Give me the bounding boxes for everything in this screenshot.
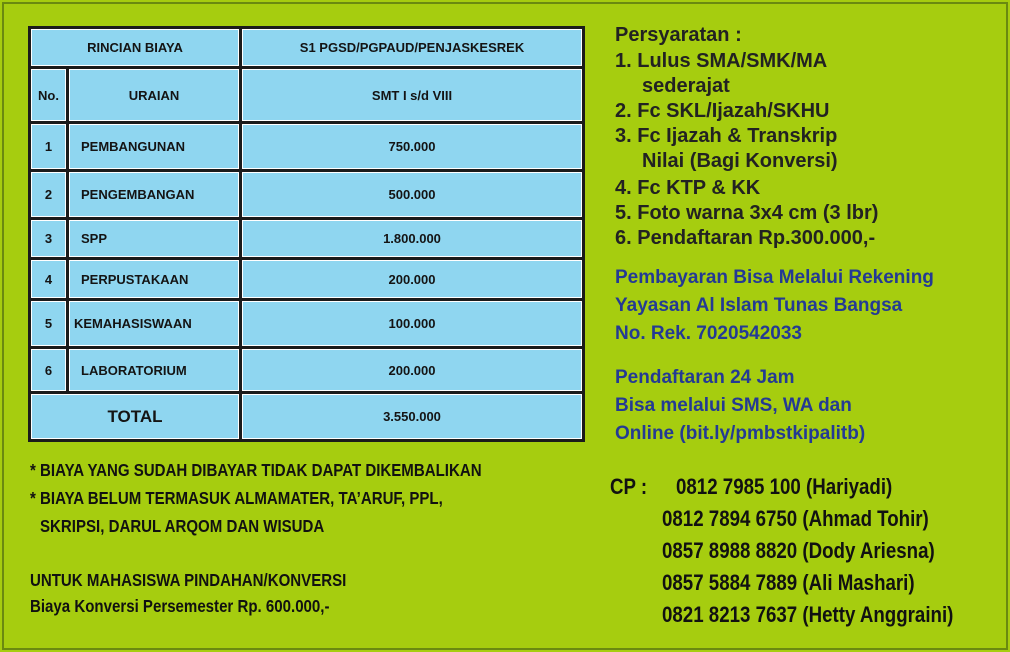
row-number: 6: [31, 349, 66, 391]
row-number: 2: [31, 172, 66, 217]
no-header-cell: No.: [31, 69, 66, 121]
contact-entry: 0857 8988 8820 (Dody Ariesna): [662, 538, 935, 563]
registration-online: Online (bit.ly/pmbstkipalitb): [615, 423, 866, 444]
row-amount: 500.000: [242, 172, 582, 217]
requirement-item: 5. Foto warna 3x4 cm (3 lbr): [615, 202, 879, 224]
requirement-item: 6. Pendaftaran Rp.300.000,-: [615, 227, 876, 249]
row-item: PERPUSTAKAAN: [69, 260, 239, 298]
row-item: LABORATORIUM: [69, 349, 239, 391]
requirement-item: 1. Lulus SMA/SMK/MA: [615, 50, 828, 72]
note-excluded-costs-cont: SKRIPSI, DARUL ARQOM DAN WISUDA: [40, 516, 325, 536]
payment-account: No. Rek. 7020542033: [615, 323, 802, 344]
fee-table: [28, 26, 585, 442]
row-amount: 200.000: [242, 260, 582, 298]
transfer-fee: Biaya Konversi Persemester Rp. 600.000,-: [30, 596, 330, 616]
contact-entry: 0812 7985 100 (Hariyadi): [676, 474, 893, 499]
contact-entry: 0857 5884 7889 (Ali Mashari): [662, 570, 915, 595]
requirement-item: sederajat: [642, 75, 730, 97]
uraian-header-cell: URAIAN: [69, 69, 239, 121]
row-amount: 200.000: [242, 349, 582, 391]
row-amount: 1.800.000: [242, 220, 582, 257]
requirements-title: Persyaratan :: [615, 24, 742, 46]
total-label: TOTAL: [31, 394, 239, 439]
row-number: 3: [31, 220, 66, 257]
transfer-title: UNTUK MAHASISWA PINDAHAN/KONVERSI: [30, 570, 347, 590]
row-item: PENGEMBANGAN: [69, 172, 239, 217]
table-title-cell: RINCIAN BIAYA: [31, 29, 239, 66]
requirement-item: 4. Fc KTP & KK: [615, 177, 761, 199]
row-amount: 750.000: [242, 124, 582, 169]
note-nonrefundable: * BIAYA YANG SUDAH DIBAYAR TIDAK DAPAT DIKEMBALIKAN: [30, 460, 482, 480]
program-header-cell: S1 PGSD/PGPAUD/PENJASKESREK: [242, 29, 582, 66]
row-item: PEMBANGUNAN: [69, 124, 239, 169]
row-amount: 100.000: [242, 301, 582, 346]
semester-header-cell: SMT I s/d VIII: [242, 69, 582, 121]
row-number: 1: [31, 124, 66, 169]
row-number: 5: [31, 301, 66, 346]
requirement-item: 2. Fc SKL/Ijazah/SKHU: [615, 100, 830, 122]
contact-entry: 0812 7894 6750 (Ahmad Tohir): [662, 506, 929, 531]
total-amount: 3.550.000: [242, 394, 582, 439]
payment-line: Pembayaran Bisa Melalui Rekening: [615, 267, 934, 288]
contact-label: CP :: [610, 474, 648, 499]
registration-line: Pendaftaran 24 Jam: [615, 367, 795, 388]
row-number: 4: [31, 260, 66, 298]
note-excluded-costs: * BIAYA BELUM TERMASUK ALMAMATER, TA’ARUF, PPL,: [30, 488, 443, 508]
requirement-item: 3. Fc Ijazah & Transkrip: [615, 125, 838, 147]
contact-entry: 0821 8213 7637 (Hetty Anggraini): [662, 602, 954, 627]
registration-line: Bisa melalui SMS, WA dan: [615, 395, 852, 416]
row-item: KEMAHASISWAAN: [69, 301, 239, 346]
payment-line: Yayasan Al Islam Tunas Bangsa: [615, 295, 903, 316]
row-item: SPP: [69, 220, 239, 257]
requirement-item: Nilai (Bagi Konversi): [642, 150, 838, 172]
